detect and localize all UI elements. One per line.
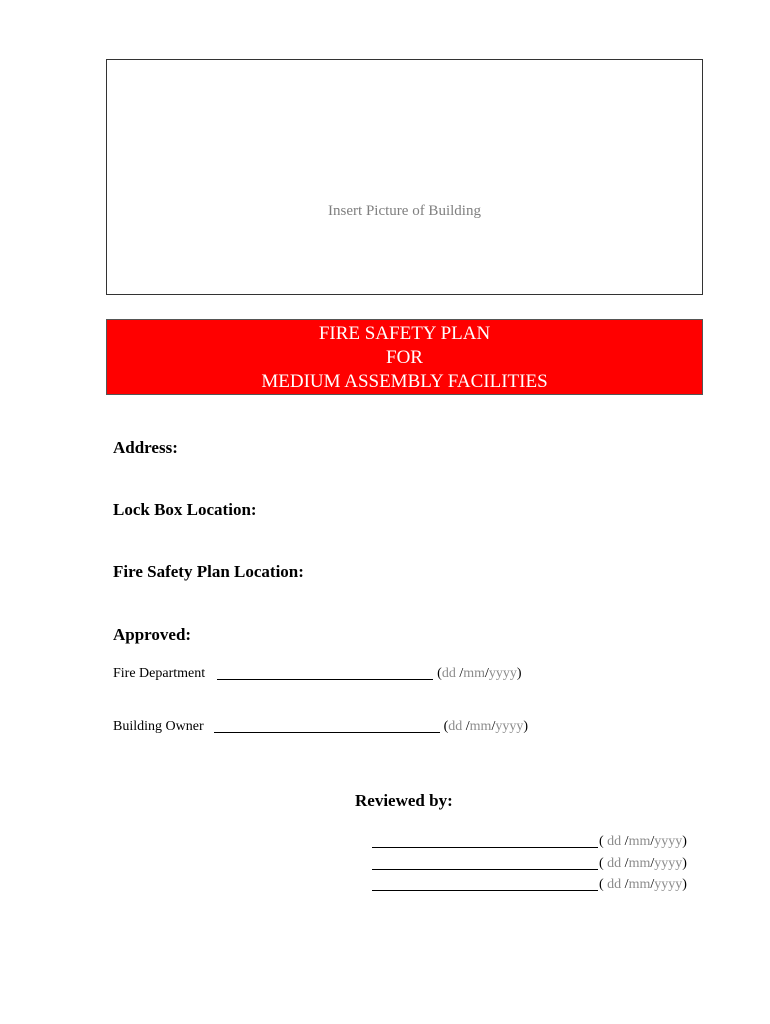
- lock-box-label: Lock Box Location:: [113, 500, 257, 519]
- approval-row-building-owner: [113, 719, 528, 735]
- approval-label: Building Owner: [113, 719, 204, 734]
- reviewer-row: [372, 834, 687, 850]
- plan-location-label: Fire Safety Plan Location:: [113, 562, 304, 581]
- title-line-2: FOR: [386, 347, 423, 368]
- approved-label: Approved:: [113, 625, 192, 644]
- date-placeholder[interactable]: ( dd /mm/yyyy): [599, 856, 687, 871]
- signature-line[interactable]: [372, 889, 598, 891]
- approval-label: Fire Department: [113, 666, 206, 681]
- title-line-3: MEDIUM ASSEMBLY FACILITIES: [261, 371, 548, 392]
- date-placeholder[interactable]: ( dd /mm/yyyy): [599, 877, 687, 892]
- date-placeholder[interactable]: ( dd /mm/yyyy): [599, 834, 687, 849]
- reviewer-row: [372, 856, 687, 872]
- building-picture-box[interactable]: [106, 59, 703, 295]
- signature-line[interactable]: [217, 678, 433, 680]
- approval-row-fire-department: [113, 666, 522, 682]
- title-line-1: FIRE SAFETY PLAN: [318, 323, 491, 344]
- signature-line[interactable]: [372, 868, 598, 870]
- reviewer-row: [372, 877, 687, 893]
- signature-line[interactable]: [372, 846, 598, 848]
- title-banner: [106, 319, 703, 395]
- reviewed-by-label: Reviewed by:: [355, 791, 453, 810]
- address-label: Address:: [113, 438, 178, 457]
- signature-line[interactable]: [214, 731, 440, 733]
- date-placeholder[interactable]: (dd /mm/yyyy): [437, 666, 522, 681]
- picture-placeholder-text: Insert Picture of Building: [328, 203, 481, 219]
- date-placeholder[interactable]: (dd /mm/yyyy): [443, 719, 529, 734]
